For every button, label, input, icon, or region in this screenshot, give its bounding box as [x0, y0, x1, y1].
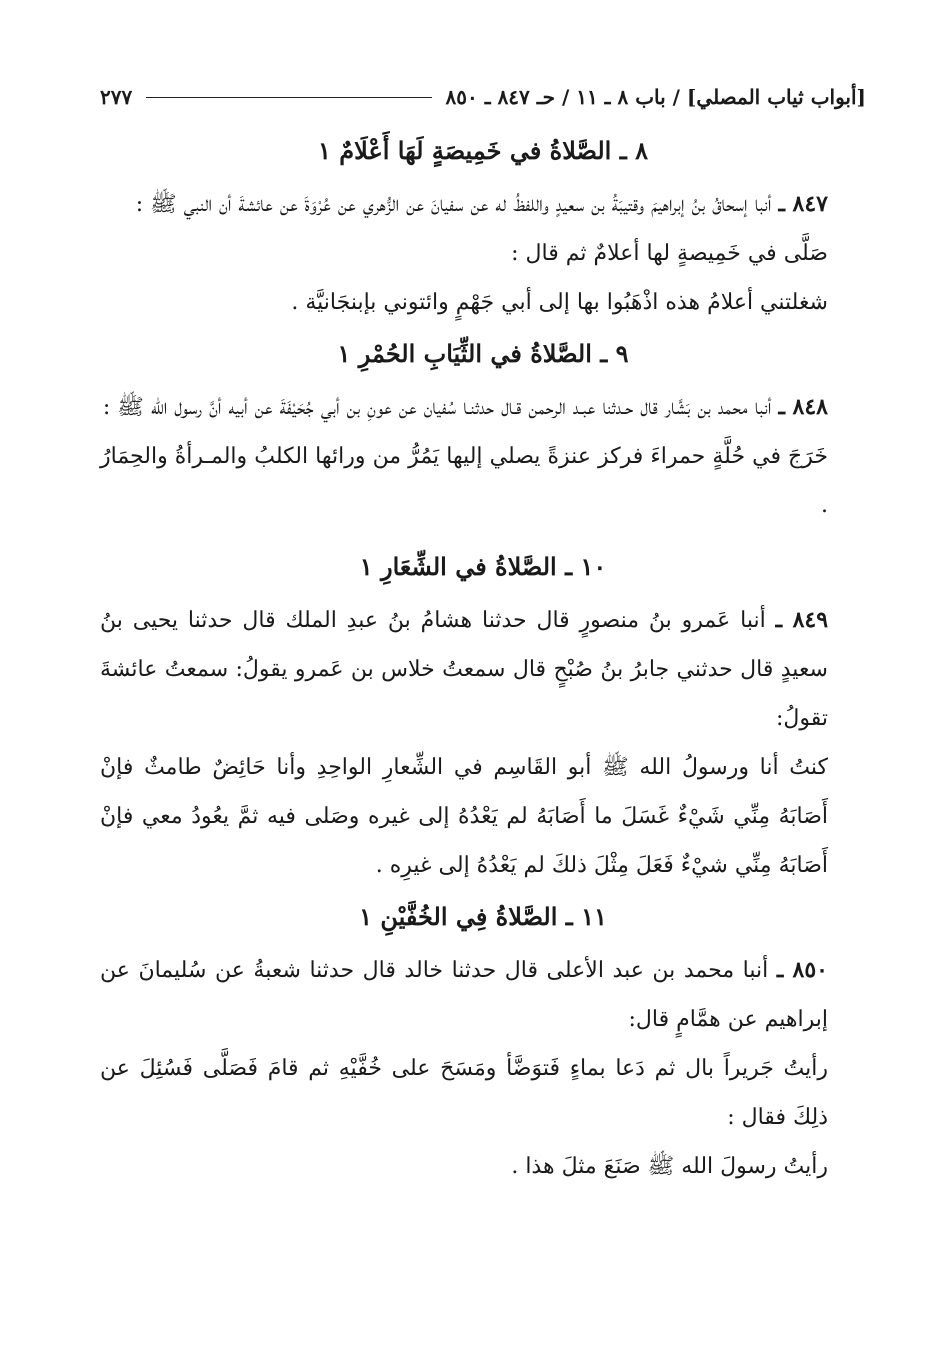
- hadith-isnad: [100, 596, 866, 743]
- section-10: [100, 550, 866, 890]
- hadith-number: ٨٥٠ ـ: [776, 957, 828, 983]
- hadith-matn: رأيتُ جَريراً بال ثم دَعا بماءٍ فَتوَضَّأ ومَسَحَ على خُفَّيْهِ ثم قامَ فَصَلَّى فَسُئِلَ عن ذلِكَ فقال :: [100, 1056, 828, 1130]
- page-number: ٢٧٧: [100, 85, 133, 109]
- hadith-number: ٨٤٨ ـ: [778, 394, 828, 420]
- chapter-heading: ٨ ـ الصَّلاةُ في خَمِيصَةٍ لَهَا أَعْلَامٌ ١: [318, 136, 648, 165]
- section-11: [100, 900, 866, 1191]
- header-rule: [146, 97, 431, 98]
- hadith-matn: شغلتني أعلامُ هذه اذْهَبُوا بها إلى أبي جَهْمٍ وائتوني بإبنجَانيَّة .: [291, 290, 828, 315]
- section-8: [100, 134, 866, 327]
- hadith-matn: خَرَجَ في حُلَّةٍ حمراءَ فركز عنزةً يصلي إليها يَمُرُّ من ورائها الكلبُ والمـرأةُ والحِمَارُ .: [100, 444, 828, 518]
- isnad-text: أنبا إسحاقُ بنُ إبراهيمَ وقتيبَةُ بن سعيدٍ واللفظُ له عن سفيانَ عن الزُّهري عن عُرْوَةَ عن عائشةَ أن النبي ﷺ :: [135, 192, 772, 217]
- isnad-text: أنبا عَمرو بنُ منصورٍ قال حدثنا هشامُ بنُ عبدِ الملك قال حدثنا يحيى بنُ سعيدٍ قال حدثني جابرُ بنُ صُبْحٍ قال سمعتُ خلاس بن عَمرو يقولُ: سمعتُ عائشةَ تقولُ:: [100, 608, 828, 731]
- chapter-heading: ١١ ـ الصَّلاةُ فِي الخُفَّيْنِ ١: [359, 902, 607, 931]
- page-body: [100, 128, 866, 1316]
- hadith-number: ٨٤٩ ـ: [775, 607, 829, 633]
- hadith-matn: رأيتُ رسولَ الله ﷺ صَنَعَ مثلَ هذا .: [511, 1154, 828, 1179]
- hadith-isnad: [100, 946, 866, 1044]
- hadith-isnad: [100, 180, 866, 229]
- chapter-heading: ١٠ ـ الصَّلاةُ في الشِّعَارِ ١: [359, 552, 607, 581]
- hadith-matn: كنتُ أنا ورسولُ الله ﷺ أبو القَاسِم في الشِّعارِ الواحِدِ وأنا حَائِضٌ طامثٌ فإنْ أَصَابَهُ مِنِّي شَيْءٌ غَسَلَ ما أَصَابَهُ لم يَعْدُهُ إلى غيره وصَلى فيه ثمَّ يعُودُ معي فإنْ أَصَابَهُ مِنِّي شيْءٌ فَعَلَ مِثْلَ ذلكَ لم يَعْدُهُ إلى غيرِه .: [100, 755, 828, 878]
- hadith-isnad: [100, 383, 866, 432]
- running-title: [أبواب ثياب المصلي] / باب ٨ ـ ١١ / حـ ٨٤٧ ـ ٨٥٠: [445, 85, 866, 109]
- hadith-matn: صَلَّى في خَمِيصةٍ لها أعلامٌ ثم قال :: [511, 241, 828, 266]
- chapter-heading: ٩ ـ الصَّلاةُ في الثِّيَابِ الحُمْرِ ١: [337, 339, 629, 368]
- running-header: [100, 82, 866, 112]
- section-9: [100, 337, 866, 530]
- hadith-number: ٨٤٧ ـ: [778, 191, 828, 217]
- isnad-text: أنبا محمد بن بَشَّار قال حـدثنا عبـد الرحمن قـال حدثنـا سُفيان عن عونِ بن أبي جُحَيْفَةَ عن أبيه أنَّ رسول الله ﷺ :: [102, 395, 772, 420]
- isnad-text: أنبا محمد بن عبد الأعلى قال حدثنا خالد قال حدثنا شعبةُ عن سُليمانَ عن إبراهيم عن همَّامٍ قال:: [100, 958, 828, 1032]
